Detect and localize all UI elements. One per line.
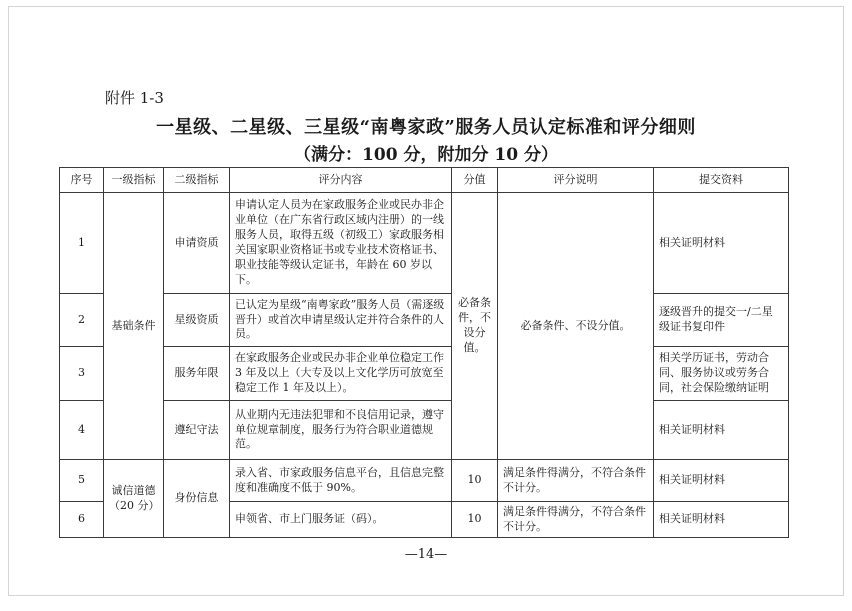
level2-cell: 星级资质 bbox=[164, 294, 230, 347]
level2-identity-info: 身份信息 bbox=[164, 460, 230, 538]
level2-cell: 遵纪守法 bbox=[164, 401, 230, 460]
document-page bbox=[8, 6, 844, 596]
row-number: 1 bbox=[60, 193, 104, 294]
explanation-cell: 满足条件得满分，不符合条件不计分。 bbox=[498, 460, 654, 502]
level2-cell: 申请资质 bbox=[164, 193, 230, 294]
row-number: 4 bbox=[60, 401, 104, 460]
column-header-level1: 一级指标 bbox=[104, 168, 164, 193]
content-cell: 从业期内无违法犯罪和不良信用记录，遵守单位规章制度，服务行为符合职业道德规范。 bbox=[230, 401, 452, 460]
column-header-level2: 二级指标 bbox=[164, 168, 230, 193]
table-row bbox=[60, 401, 789, 460]
content-cell: 已认定为星级“南粤家政”服务人员（需逐级晋升）或首次申请星级认定并符合条件的人员。 bbox=[230, 294, 452, 347]
column-header-score: 分值 bbox=[452, 168, 498, 193]
criteria-table bbox=[59, 167, 789, 538]
row-number: 3 bbox=[60, 347, 104, 401]
content-cell: 申领省、市上门服务证（码）。 bbox=[230, 502, 452, 538]
content-cell: 录入省、市家政服务信息平台，且信息完整度和准确度不低于 90%。 bbox=[230, 460, 452, 502]
level1-basic-conditions: 基础条件 bbox=[104, 193, 164, 460]
materials-cell: 相关证明材料 bbox=[654, 460, 789, 502]
content-cell: 申请认定人员为在家政服务企业或民办非企业单位（在广东省行政区域内注册）的一线服务人员，取得五级（初级工）家政服务相关国家职业资格证书或专业技术资格证书、职业技能等级认定证书，年龄在 60 岁以下。 bbox=[230, 193, 452, 294]
materials-cell: 相关证明材料 bbox=[654, 502, 789, 538]
table-row bbox=[60, 347, 789, 401]
score-cell: 10 bbox=[452, 460, 498, 502]
attachment-label: 附件 1-3 bbox=[105, 89, 164, 107]
materials-cell: 相关证明材料 bbox=[654, 401, 789, 460]
materials-cell: 相关证明材料 bbox=[654, 193, 789, 294]
explanation-cell: 满足条件得满分，不符合条件不计分。 bbox=[498, 502, 654, 538]
column-header-no: 序号 bbox=[60, 168, 104, 193]
page-number: —14— bbox=[404, 547, 448, 562]
content-cell: 在家政服务企业或民办非企业单位稳定工作 3 年及以上（大专及以上文化学历可放宽至稳定工作 1 年及以上）。 bbox=[230, 347, 452, 401]
document-title: 一星级、二星级、三星级“南粤家政”服务人员认定标准和评分细则 bbox=[156, 117, 696, 138]
level1-credit-ethics: 诚信道德（20 分） bbox=[104, 460, 164, 538]
materials-cell: 相关学历证书，劳动合同、服务协议或劳务合同，社会保险缴纳证明 bbox=[654, 347, 789, 401]
level2-cell: 服务年限 bbox=[164, 347, 230, 401]
row-number: 2 bbox=[60, 294, 104, 347]
materials-cell: 逐级晋升的提交一/二星级证书复印件 bbox=[654, 294, 789, 347]
score-cell: 10 bbox=[452, 502, 498, 538]
table-row bbox=[60, 294, 789, 347]
table-row bbox=[60, 460, 789, 502]
row-number: 6 bbox=[60, 502, 104, 538]
column-header-explanation: 评分说明 bbox=[498, 168, 654, 193]
document-subtitle: （满分：100 分，附加分 10 分） bbox=[294, 145, 558, 165]
column-header-content: 评分内容 bbox=[230, 168, 452, 193]
row-number: 5 bbox=[60, 460, 104, 502]
table-header-row bbox=[60, 168, 789, 193]
table-row bbox=[60, 193, 789, 294]
score-basic: 必备条件，不设分值。 bbox=[452, 193, 498, 460]
column-header-materials: 提交资料 bbox=[654, 168, 789, 193]
explanation-basic: 必备条件、不设分值。 bbox=[498, 193, 654, 460]
